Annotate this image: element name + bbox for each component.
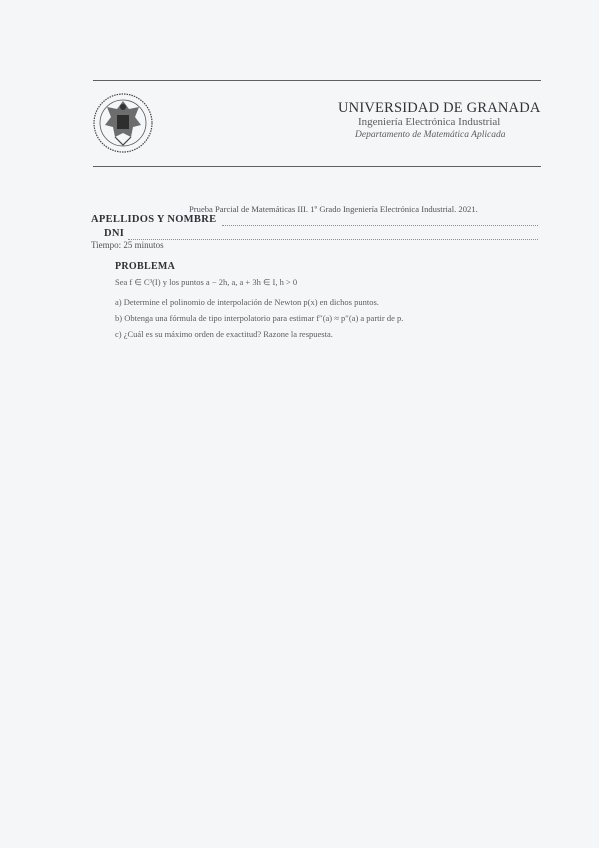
time-limit: Tiempo: 25 minutos [91,240,164,250]
university-seal-icon [93,87,153,159]
problem-statement: Sea f ∈ C³(I) y los puntos a − 2h, a, a + 3h ∈ I, h > 0 [115,277,298,287]
problem-item-a: a) Determine el polinomio de interpolación de Newton p(x) en dichos puntos. [115,297,379,307]
university-name: UNIVERSIDAD DE GRANADA [338,100,541,116]
problem-item-b: b) Obtenga una fórmula de tipo interpolatorio para estimar f″(a) ≈ p″(a) a partir de p. [115,313,404,323]
problem-item-c: c) ¿Cuál es su máximo orden de exactitud? Razone la respuesta. [115,329,333,339]
department-name: Departamento de Matemática Aplicada [355,130,506,140]
degree-name: Ingeniería Electrónica Industrial [358,116,501,128]
name-label: APELLIDOS Y NOMBRE [91,214,217,225]
dni-label: DNI [104,228,125,239]
dni-field-line[interactable] [128,238,538,240]
header-bottom-rule [93,166,541,167]
problem-heading: PROBLEMA [115,261,176,272]
name-field-line[interactable] [222,224,538,226]
exam-title: Prueba Parcial de Matemáticas III. 1º Grado Ingeniería Electrónica Industrial. 2021. [189,204,478,214]
top-rule [93,80,541,81]
